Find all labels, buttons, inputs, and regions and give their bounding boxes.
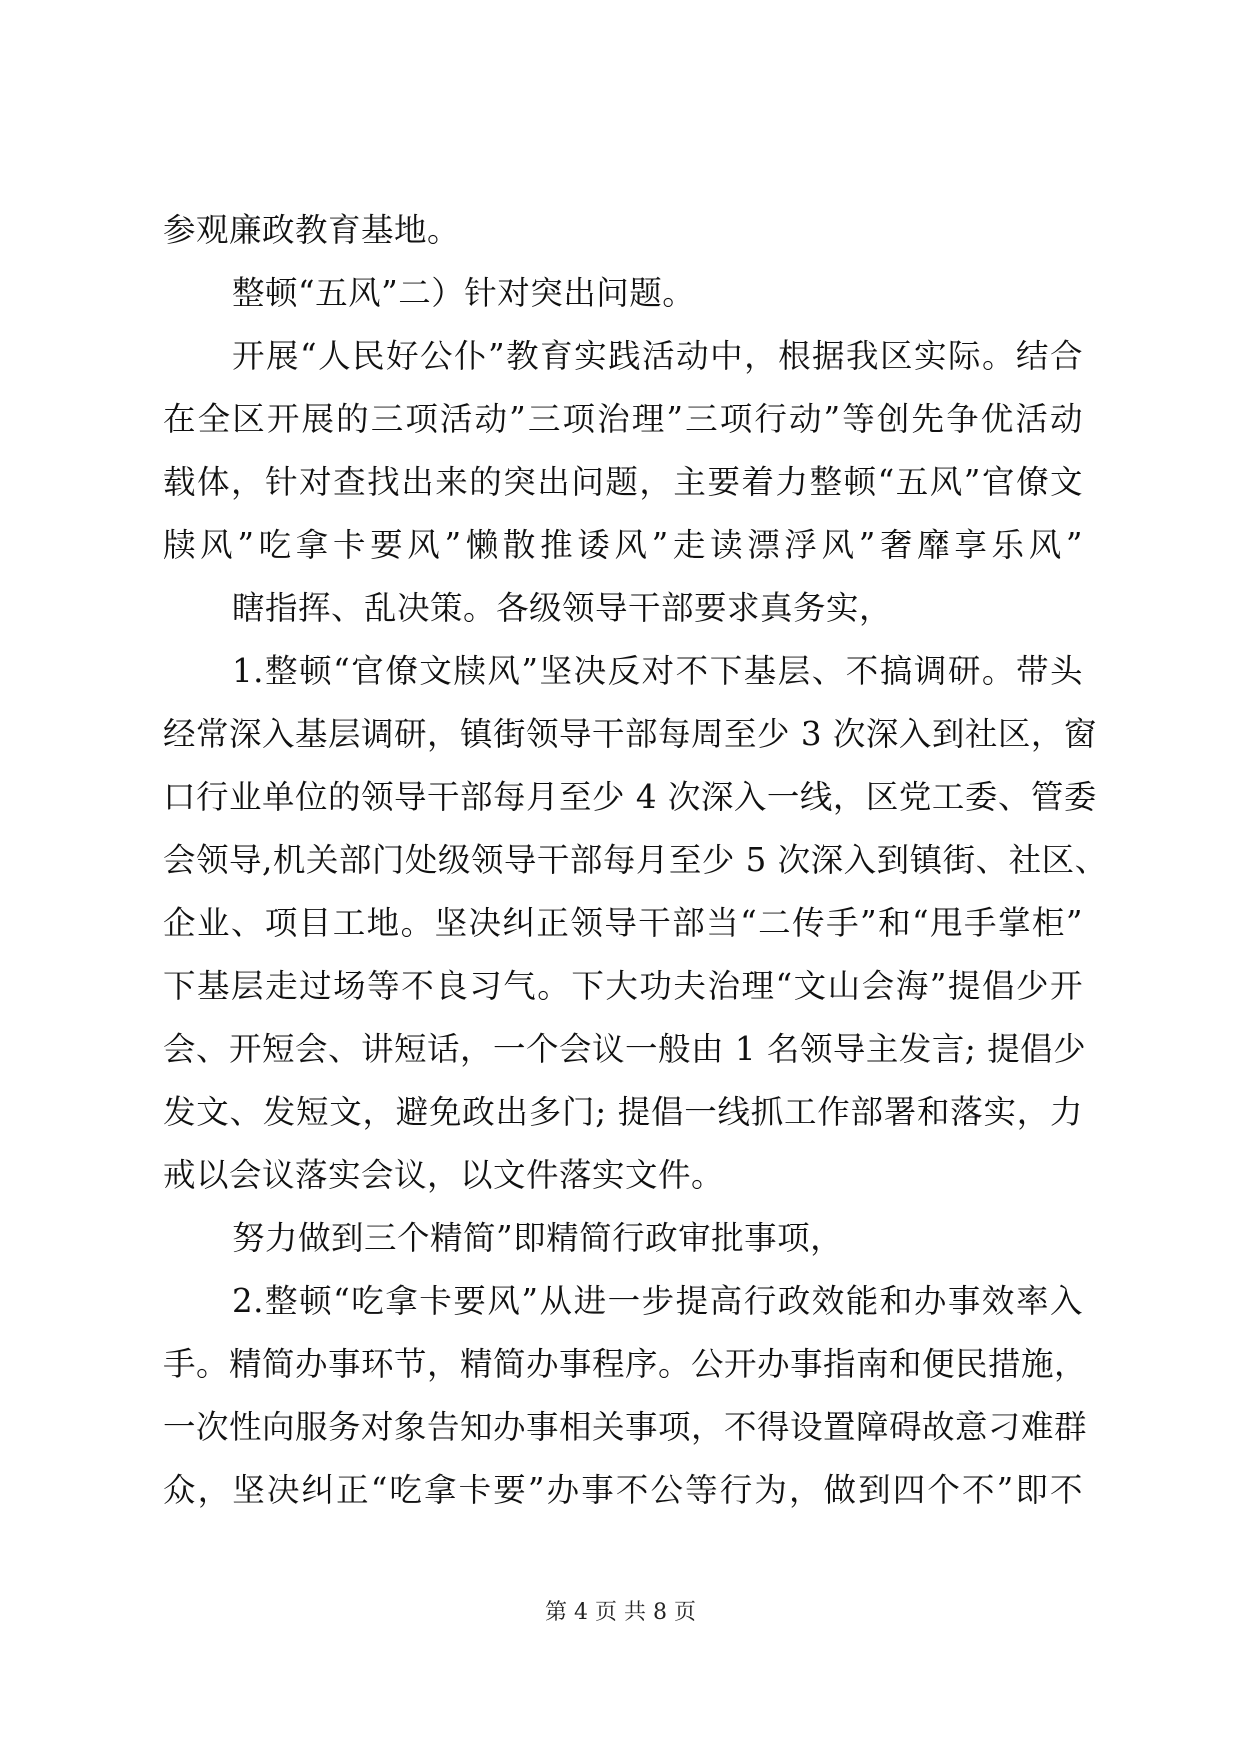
text-line: 戒以会议落实会议，以文件落实文件。 xyxy=(163,1156,725,1194)
text-line: 开展“人民好公仆”教育实践活动中，根据我区实际。结合 xyxy=(232,337,1083,375)
text-line: 手。精简办事环节，精简办事程序。公开办事指南和便民措施， xyxy=(163,1345,1088,1383)
text-line: 口行业单位的领导干部每月至少 4 次深入一线，区党工委、管委 xyxy=(163,778,1097,816)
text-line: 牍风”吃拿卡要风”懒散推诿风”走读漂浮风”奢靡享乐风” xyxy=(163,526,1083,564)
text-line: 努力做到三个精简”即精简行政审批事项， xyxy=(232,1219,844,1257)
section-heading: 整顿“五风”二）针对突出问题。 xyxy=(232,274,696,312)
text-line: 经常深入基层调研，镇街领导干部每周至少 3 次深入到社区，窗 xyxy=(163,715,1097,753)
text-line: 会领导,机关部门处级领导干部每月至少 5 次深入到镇街、社区、 xyxy=(163,841,1108,879)
text-line: 1.整顿“官僚文牍风”坚决反对不下基层、不搞调研。带头 xyxy=(232,652,1083,690)
text-line: 瞎指挥、乱决策。各级领导干部要求真务实， xyxy=(232,589,893,627)
text-line: 发文、发短文，避免政出多门; 提倡一线抓工作部署和落实，力 xyxy=(163,1093,1083,1131)
text-line: 参观廉政教育基地。 xyxy=(163,211,461,249)
text-line: 在全区开展的三项活动”三项治理”三项行动”等创先争优活动 xyxy=(163,400,1083,438)
text-line: 众，坚决纠正“吃拿卡要”办事不公等行为，做到四个不”即不 xyxy=(163,1471,1083,1509)
text-line: 一次性向服务对象告知办事相关事项，不得设置障碍故意刁难群 xyxy=(163,1408,1088,1446)
text-line: 会、开短会、讲短话，一个会议一般由 1 名领导主发言; 提倡少 xyxy=(163,1030,1087,1068)
text-line: 企业、项目工地。坚决纠正领导干部当“二传手”和“甩手掌柜” xyxy=(163,904,1083,942)
text-line: 2.整顿“吃拿卡要风”从进一步提高行政效能和办事效率入 xyxy=(232,1282,1083,1320)
page-number: 第 4 页 共 8 页 xyxy=(545,1600,696,1625)
text-line: 载体，针对查找出来的突出问题，主要着力整顿“五风”官僚文 xyxy=(163,463,1083,501)
text-line: 下基层走过场等不良习气。下大功夫治理“文山会海”提倡少开 xyxy=(163,967,1083,1005)
